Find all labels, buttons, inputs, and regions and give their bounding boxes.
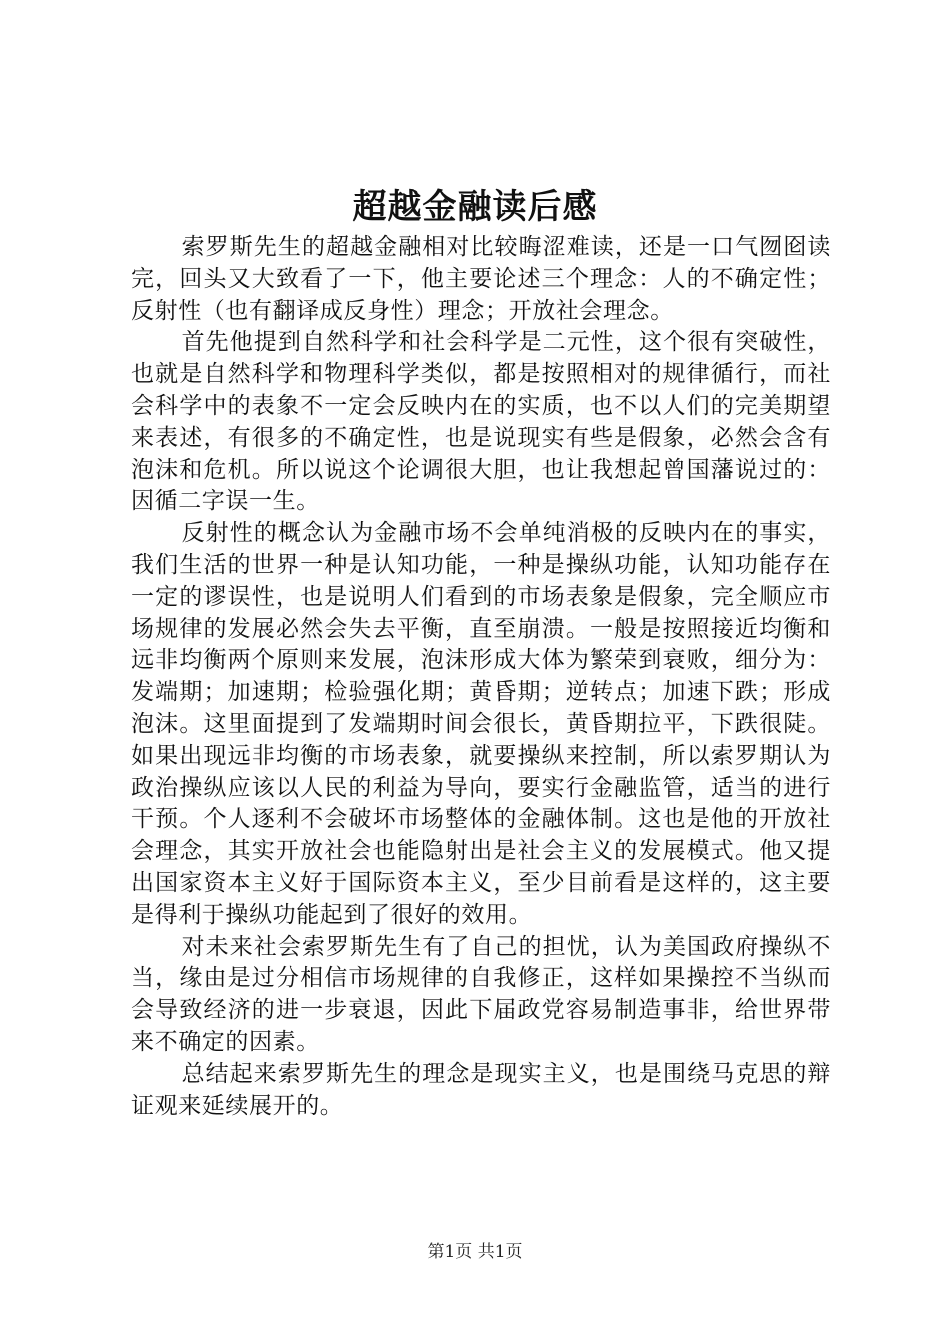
body-paragraph: 首先他提到自然科学和社会科学是二元性，这个很有突破性，也就是自然科学和物理科学类似，都是按照相对的规律循行，而社会科学中的表象不一定会反映内在的实质，也不以人们的完美期望来表述，有很多的不确定性，也是说现实有些是假象，必然会含有泡沫和危机。所以说这个论调很大胆，也让我想起曾国藩说过的：因循二字误一生。 [131,329,831,515]
body-paragraph: 对未来社会索罗斯先生有了自己的担忧，认为美国政府操纵不当，缘由是过分相信市场规律的自我修正，这样如果操控不当纵而会导致经济的进一步衰退，因此下届政党容易制造事非，给世界带来不确定的因素。 [131,933,831,1055]
body-paragraph: 索罗斯先生的超越金融相对比较晦涩难读，还是一口气囫囵读完，回头又大致看了一下，他主要论述三个理念：人的不确定性；反射性（也有翻译成反身性）理念；开放社会理念。 [131,234,831,324]
body-paragraph: 反射性的概念认为金融市场不会单纯消极的反映内在的事实，我们生活的世界一种是认知功能，一种是操纵功能，认知功能存在一定的谬误性，也是说明人们看到的市场表象是假象，完全顺应市场规律的发展必然会失去平衡，直至崩溃。一般是按照接近均衡和远非均衡两个原则来发展，泡沫形成大体为繁荣到衰败，细分为：发端期；加速期；检验强化期；黄昏期；逆转点；加速下跌；形成泡沫。这里面提到了发端期时间会很长，黄昏期拉平，下跌很陡。如果出现远非均衡的市场表象，就要操纵来控制，所以索罗期认为政治操纵应该以人民的利益为导向，要实行金融监管，适当的进行干预。个人逐利不会破坏市场整体的金融体制。这也是他的开放社会理念，其实开放社会也能隐射出是社会主义的发展模式。他又提出国家资本主义好于国际资本主义，至少目前看是这样的，这主要是得利于操纵功能起到了很好的效用。 [131,520,831,928]
document-title: 超越金融读后感 [352,187,598,227]
page-number-footer: 第1页 共1页 [427,1242,523,1262]
document-body [131,232,831,1122]
body-paragraph: 总结起来索罗斯先生的理念是现实主义，也是围绕马克思的辩证观来延续展开的。 [131,1060,831,1119]
